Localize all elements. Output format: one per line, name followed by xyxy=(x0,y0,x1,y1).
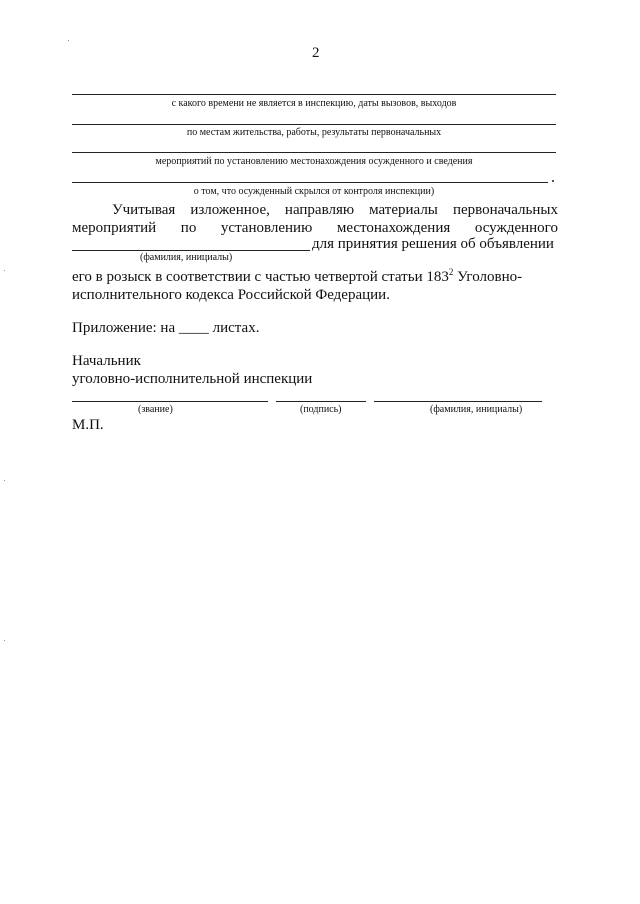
attachment-prefix: Приложение: на xyxy=(72,320,176,336)
word: мероприятий xyxy=(72,220,157,236)
caption-line-1: с какого времени не является в инспекцию, даты вызовов, выходов xyxy=(171,98,457,109)
word: местонахождения xyxy=(336,220,451,236)
word: по xyxy=(180,220,197,236)
caption-line-2: по местам жительства, работы, результаты первоначальных xyxy=(186,127,442,138)
scan-speck xyxy=(4,270,5,271)
word: первоначальных xyxy=(452,202,558,218)
signer-title-2: уголовно-исполнительной инспекции xyxy=(72,371,313,387)
signature-fill-line xyxy=(276,401,366,402)
article-superscript: 2 xyxy=(448,267,454,277)
word: материалы xyxy=(369,202,438,218)
line4-tail: Уголовно- xyxy=(453,269,523,285)
ink-dot xyxy=(552,180,554,182)
fullname-fill-line xyxy=(374,401,542,402)
rank-caption: (звание) xyxy=(138,404,173,415)
scan-speck xyxy=(4,480,5,481)
fullname-caption: (фамилия, инициалы) xyxy=(430,404,523,415)
word: Учитывая xyxy=(112,202,176,218)
paragraph-line-1 xyxy=(112,201,558,219)
word: осужденного xyxy=(474,220,558,236)
scan-speck xyxy=(4,640,5,641)
signer-title-1: Начальник xyxy=(72,353,141,369)
stamp-place: М.П. xyxy=(72,417,104,433)
page-number: 2 xyxy=(312,45,320,61)
caption-line-3: мероприятий по установлению местонахождения осужденного и сведения xyxy=(155,156,473,167)
attachment-suffix: листах. xyxy=(212,320,260,336)
caption-line-4: о том, что осужденный скрылся от контроля инспекции) xyxy=(193,186,435,197)
word: установлению xyxy=(220,220,313,236)
signature-caption: (подпись) xyxy=(300,404,342,415)
paragraph-line-4 xyxy=(72,268,522,286)
attachment-blank: ____ xyxy=(178,320,209,336)
paragraph-line-5: исполнительного кодекса Российской Федерации. xyxy=(72,287,390,303)
fill-line-4 xyxy=(72,182,548,183)
name-fill-line xyxy=(72,250,310,251)
fill-line-1 xyxy=(72,94,556,95)
fill-line-3 xyxy=(72,152,556,153)
name-caption: (фамилия, инициалы) xyxy=(140,252,233,263)
fill-line-2 xyxy=(72,124,556,125)
rank-fill-line xyxy=(72,401,268,402)
word: направляю xyxy=(284,202,355,218)
word: изложенное, xyxy=(190,202,270,218)
line4-text: его в розыск в соответствии с частью четвертой статьи 183 xyxy=(72,269,449,285)
paragraph-line-3-tail: для принятия решения об объявлении xyxy=(312,236,554,252)
attachment-line xyxy=(72,319,259,337)
scan-speck xyxy=(68,40,69,41)
